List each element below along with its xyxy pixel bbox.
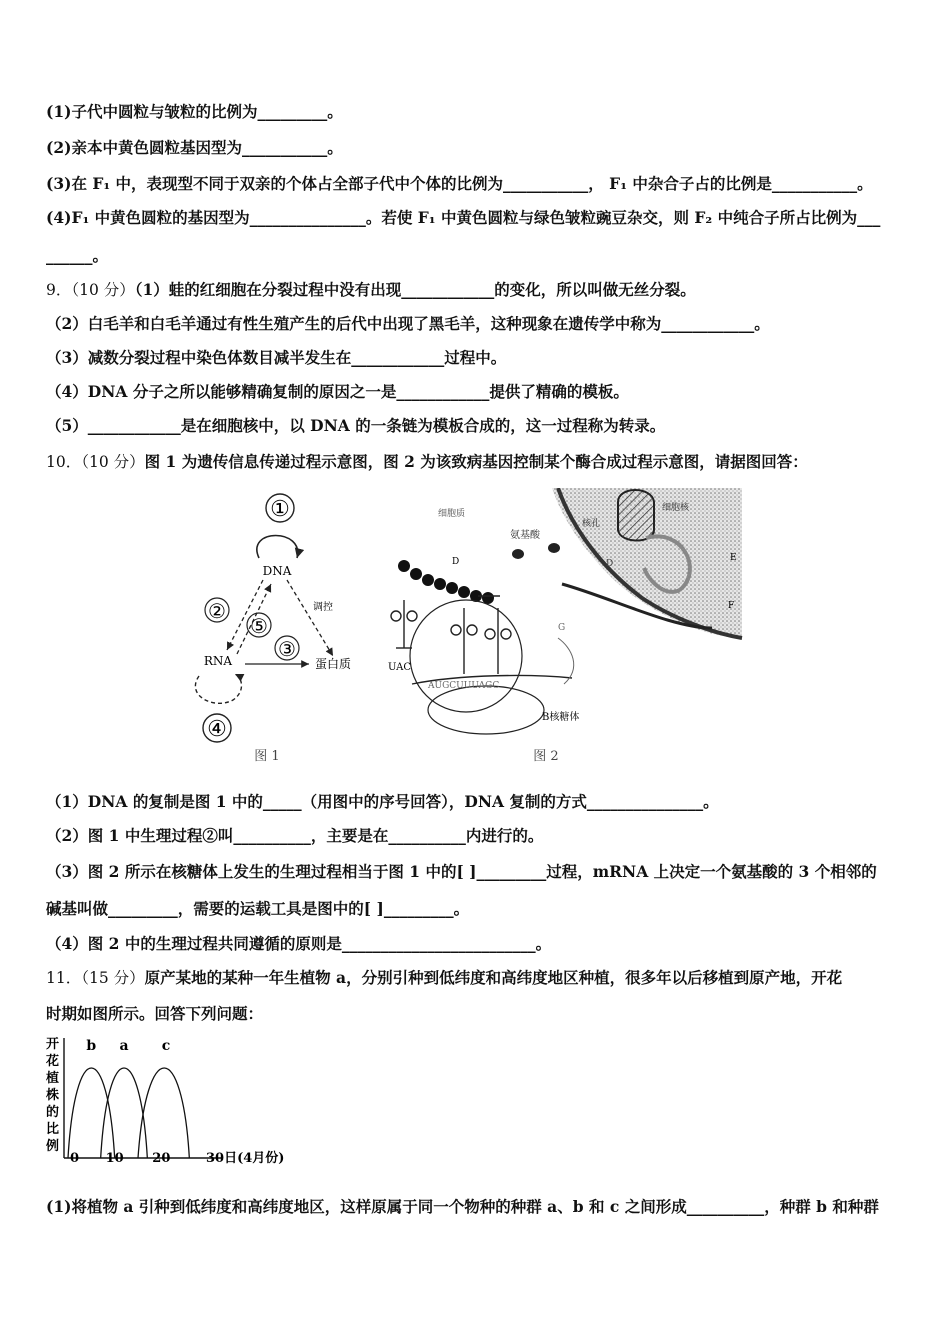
q11-sub1: (1)将植物 a 引种到低纬度和高纬度地区，这样原属于同一个物种的种群 a、b 和 c 之间形成__________，种群 b 和种群 [46, 1197, 879, 1216]
fig2-caption: 图 2 [533, 749, 559, 764]
fig2-ribosome-small [428, 686, 544, 734]
q10-intro: 图 1 为遗传信息传递过程示意图，图 2 为该致病基因控制某个酶合成过程示意图，请据图回答： [144, 452, 808, 471]
fig2-pore-label: 核孔 [582, 519, 601, 529]
fig1-dna-label: DNA [262, 564, 292, 578]
q10-sub2: （2）图 1 中生理过程②叫__________，主要是在__________内进行的。 [46, 826, 544, 845]
fig1-label-4: ④ [207, 717, 227, 742]
fig2-d2-label: D [606, 559, 614, 569]
fig2-aa-2 [548, 543, 560, 553]
fig1-side-label: 调控 [313, 602, 333, 613]
fig1-dna-loop-arrow [257, 536, 298, 559]
q11-intro: 原产某地的某种一年生植物 a，分别引种到低纬度和高纬度地区种植，很多年以后移植到原产地，开花 [144, 968, 843, 987]
fig2-aa-1 [512, 549, 524, 559]
q8-part1: (1)子代中圆粒与皱粒的比例为_________。 [46, 102, 343, 121]
curve-b [68, 1068, 115, 1158]
q10-sub3-cont: 碱基叫做_________，需要的运载工具是图中的[ ]_________。 [46, 899, 470, 918]
q9-line1 [46, 278, 696, 300]
chart-xlabel: 30日(4月份) [206, 1151, 285, 1166]
fig2-f-label: F [728, 601, 735, 611]
fig2-trna-mid [451, 608, 477, 674]
fig2-uac-label: UAC [388, 662, 411, 673]
fig2-trna-left [391, 600, 417, 648]
q10-line1 [46, 450, 808, 472]
q11-head: 11．（15 分） [46, 969, 145, 987]
x-tick-10: 10 [105, 1151, 124, 1166]
fig2-cytoplasm-label: 细胞质 [438, 509, 466, 519]
x-tick-20: 20 [152, 1151, 171, 1166]
fig1-label-5: ⑤ [250, 614, 268, 638]
q8-part4: (4)F₁ 中黄色圆粒的基因型为_______________。若使 F₁ 中黄色圆粒与绿色皱粒豌豆杂交，则 F₂ 中纯合子所占比例为___ [46, 208, 881, 227]
fig1-rna-label: RNA [203, 654, 233, 668]
fig1-protein-label: 蛋白质 [315, 657, 352, 671]
x-tick-0: 0 [70, 1151, 80, 1166]
fig1-label-3: ③ [278, 637, 296, 661]
q9-sub3: （3）减数分裂过程中染色体数目减半发生在____________过程中。 [46, 348, 507, 367]
q10-sub4: （4）图 2 中的生理过程共同遵循的原则是_________________________。 [46, 934, 552, 953]
q11-line1 [46, 966, 842, 988]
q8-part3: (3)在 F₁ 中，表现型不同于双亲的个体占全部子代中个体的比例为___________， F₁ 中杂合子占的比例是___________。 [46, 174, 873, 193]
curve-label-b: b [86, 1038, 97, 1054]
figure-2 [382, 488, 752, 768]
fig2-g-label: G [558, 623, 566, 633]
chart-ylabel [46, 1036, 59, 1154]
fig1-label-1: ① [270, 497, 290, 522]
q9-sub4: （4）DNA 分子之所以能够精确复制的原因之一是____________提供了精确的模板。 [46, 382, 629, 401]
svg-text:开花植株的比例: 开花植株的比例 [46, 1037, 60, 1154]
q10-sub1: （1）DNA 的复制是图 1 中的_____（用图中的序号回答），DNA 复制的方式_______________。 [46, 792, 719, 811]
fig2-aa-label: 氨基酸 [510, 530, 540, 541]
q10-sub3: （3）图 2 所示在核糖体上发生的生理过程相当于图 1 中的[ ]_________过程，mRNA 上决定一个氨基酸的 3 个相邻的 [46, 862, 877, 881]
fig1-label-2: ② [208, 599, 226, 623]
figure-1 [185, 488, 375, 768]
curve-label-a: a [119, 1038, 129, 1054]
q9-sub5: （5）____________是在细胞核中，以 DNA 的一条链为模板合成的，这一过程称为转录。 [46, 416, 666, 435]
fig2-ribosome-large [410, 600, 522, 712]
q10-head: 10．（10 分） [46, 453, 145, 471]
curve-a [101, 1068, 148, 1158]
fig2-ribosome-label: B核糖体 [542, 712, 580, 723]
fig2-e-label: E [730, 553, 737, 563]
fig2-codon-sequence: AUGCUUUAGC [428, 681, 500, 691]
q9-head: 9．（10 分） [46, 281, 135, 299]
curve-c [138, 1068, 189, 1158]
fig1-rna-loop-arrow [195, 674, 241, 703]
fig2-nucleus-body [618, 490, 654, 541]
q9-sub2: （2）白毛羊和白毛羊通过有性生殖产生的后代中出现了黑毛羊，这种现象在遗传学中称为____________。 [46, 314, 770, 333]
flowering-chart [46, 1034, 296, 1166]
q8-part2: (2)亲本中黄色圆粒基因型为___________。 [46, 138, 343, 157]
fig2-peptide-chain [398, 560, 494, 604]
q8-part4-cont: ______。 [46, 246, 109, 265]
curve-label-c: c [161, 1038, 171, 1054]
q11-intro-cont: 时期如图所示。回答下列问题： [46, 1004, 264, 1023]
q9-sub1: （1）蛙的红细胞在分裂过程中没有出现____________的变化，所以叫做无丝分裂。 [134, 280, 696, 299]
fig2-nucleus-label: 细胞核 [662, 503, 690, 513]
fig2-d-label: D [452, 557, 460, 567]
fig1-caption: 图 1 [254, 749, 280, 764]
